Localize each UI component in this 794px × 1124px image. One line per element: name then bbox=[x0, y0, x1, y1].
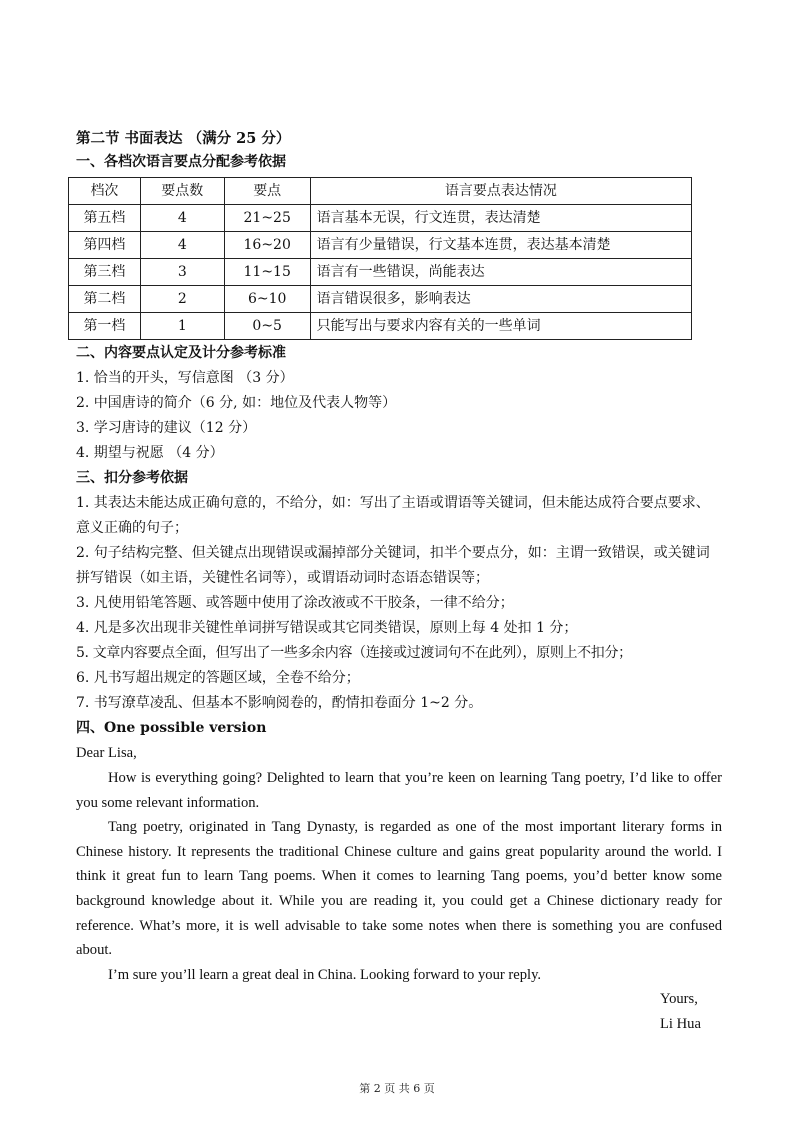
list-item: 2. 中国唐诗的简介（6 分, 如：地位及代表人物等） bbox=[76, 395, 397, 411]
list-item: 4. 期望与祝愿 （4 分） bbox=[76, 445, 224, 461]
table-row bbox=[69, 313, 692, 340]
table-cell: 第四档 bbox=[69, 232, 141, 259]
list-item: 7. 书写潦草凌乱、但基本不影响阅卷的，酌情扣卷面分 1~2 分。 bbox=[76, 695, 483, 711]
part3-heading: 三、扣分参考依据 bbox=[76, 470, 188, 486]
table-cell: 21~25 bbox=[224, 205, 310, 232]
letter-closing: Yours, bbox=[660, 991, 698, 1008]
list-item: 3. 凡使用铅笔答题、或答题中使用了涂改液或不干胶条，一律不给分； bbox=[76, 595, 514, 611]
table-cell: 4 bbox=[140, 205, 224, 232]
table-cell: 6~10 bbox=[224, 286, 310, 313]
table-cell: 第五档 bbox=[69, 205, 141, 232]
page-number: 第 2 页 共 6 页 bbox=[359, 1082, 435, 1095]
list-item: 1. 其表达未能达成正确句意的，不给分，如：写出了主语或谓语等关键词，但未能达成符合要点要求、意义正确的句子； bbox=[76, 495, 710, 536]
table-row bbox=[69, 232, 692, 259]
letter-paragraph: I’m sure you’ll learn a great deal in China. Looking forward to your reply. bbox=[108, 966, 542, 983]
table-cell: 第一档 bbox=[69, 313, 141, 340]
table-header-cell: 语言要点表达情况 bbox=[310, 178, 691, 205]
table-row bbox=[69, 205, 692, 232]
list-item: 3. 学习唐诗的建议（12 分） bbox=[76, 420, 257, 436]
table-cell: 语言有少量错误，行文基本连贯，表达基本清楚 bbox=[310, 232, 691, 259]
letter-signature: Li Hua bbox=[660, 1016, 701, 1033]
table-row bbox=[69, 286, 692, 313]
table-cell: 0~5 bbox=[224, 313, 310, 340]
letter-paragraph: Tang poetry, originated in Tang Dynasty, is regarded as one of the most important literary forms in Chinese history. It represents the traditional Chinese culture and gains great popularity around the world. I think it great fun to learn Tang poems. When it comes to learning Tang poems, you’d better know some background knowledge about it. While you are reading it, you could get a Chinese dictionary ready for reference. What’s more, it is well advisable to take some notes when there is something you are confused about. bbox=[76, 819, 722, 959]
table-cell: 1 bbox=[140, 313, 224, 340]
list-item: 1. 恰当的开头，写信意图 （3 分） bbox=[76, 370, 294, 386]
list-item: 2. 句子结构完整、但关键点出现错误或漏掉部分关键词，扣半个要点分，如：主谓一致错误，或关键词拼写错误（如主语，关键性名词等），或谓语动词时态语态错误等； bbox=[76, 545, 710, 586]
table-cell: 16~20 bbox=[224, 232, 310, 259]
list-item: 5. 文章内容要点全面，但写出了一些多余内容（连接或过渡词句不在此列），原则上不扣分； bbox=[76, 645, 632, 661]
table-header-cell: 要点 bbox=[224, 178, 310, 205]
list-item: 4. 凡是多次出现非关键性单词拼写错误或其它同类错误，原则上每 4 处扣 1 分； bbox=[76, 620, 578, 636]
table-cell: 4 bbox=[140, 232, 224, 259]
table-header-cell: 要点数 bbox=[140, 178, 224, 205]
letter-paragraph: How is everything going? Delighted to learn that you’re keen on learning Tang poetry, I’d like to offer you some relevant information. bbox=[76, 770, 722, 811]
part2-heading: 二、内容要点认定及计分参考标准 bbox=[76, 345, 286, 361]
section-title: 第二节 书面表达 （满分 25 分） bbox=[76, 130, 291, 147]
letter-greeting: Dear Lisa, bbox=[76, 745, 137, 761]
table-cell: 只能写出与要求内容有关的一些单词 bbox=[310, 313, 691, 340]
score-level-table bbox=[68, 177, 692, 340]
table-cell: 11~15 bbox=[224, 259, 310, 286]
table-cell: 语言有一些错误，尚能表达 bbox=[310, 259, 691, 286]
table-cell: 3 bbox=[140, 259, 224, 286]
table-header-row bbox=[69, 178, 692, 205]
table-header-cell: 档次 bbox=[69, 178, 141, 205]
table-row bbox=[69, 259, 692, 286]
table-cell: 第三档 bbox=[69, 259, 141, 286]
part4-heading: 四、One possible version bbox=[76, 720, 267, 736]
table-cell: 语言基本无误，行文连贯，表达清楚 bbox=[310, 205, 691, 232]
part1-heading: 一、各档次语言要点分配参考依据 bbox=[76, 154, 286, 170]
list-item: 6. 凡书写超出规定的答题区域，全卷不给分； bbox=[76, 670, 360, 686]
table-cell: 语言错误很多，影响表达 bbox=[310, 286, 691, 313]
table-cell: 2 bbox=[140, 286, 224, 313]
document-page bbox=[76, 128, 722, 1037]
table-cell: 第二档 bbox=[69, 286, 141, 313]
